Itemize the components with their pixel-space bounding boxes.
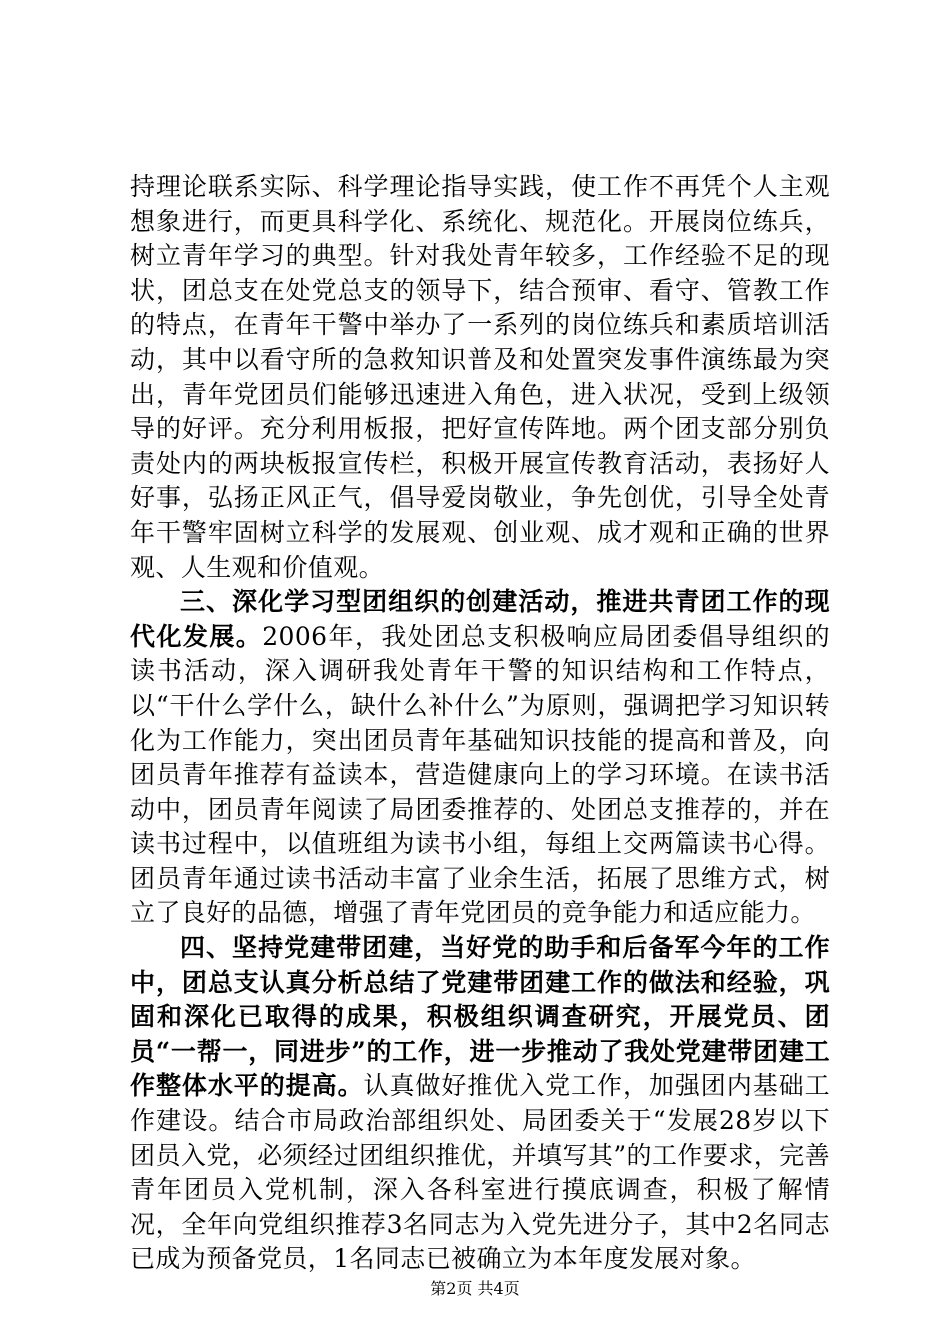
paragraph-1	[130, 170, 830, 585]
document-body	[130, 170, 830, 1277]
section-4-text: 认真做好推优入党工作，加强团内基础工作建设。结合市局政治部组织处、局团委关于“发展28岁以下团员入党，必须经过团组织推优，并填写其”的工作要求，完善青年团员入党机制，深入各科室进行摸底调查，积极了解情况，全年向党组织推荐3名同志为入党先进分子，其中2名同志已成为预备党员，1名同志已被确立为本年度发展对象。	[130, 1071, 830, 1274]
paragraph-2	[130, 585, 830, 931]
paragraph-1-text: 持理论联系实际、科学理论指导实践，使工作不再凭个人主观想象进行，而更具科学化、系统化、规范化。开展岗位练兵，树立青年学习的典型。针对我处青年较多，工作经验不足的现状，团总支在处党总支的领导下，结合预审、看守、管教工作的特点，在青年干警中举办了一系列的岗位练兵和素质培训活动，其中以看守所的急救知识普及和处置突发事件演练最为突出，青年党团员们能够迅速进入角色，进入状况，受到上级领导的好评。充分利用板报，把好宣传阵地。两个团支部分别负责处内的两块板报宣传栏，积极开展宣传教育活动，表扬好人好事，弘扬正风正气，倡导爱岗敬业，争先创优，引导全处青年干警牢固树立科学的发展观、创业观、成才观和正确的世界观、人生观和价值观。	[130, 172, 830, 582]
section-3-heading: 三、深化学习型团组织的创建活动，推进共青团工作的现代化发展。	[130, 587, 830, 651]
section-4-heading: 四、坚持党建带团建，当好党的助手和后备军今年的工作中，团总支认真分析总结了党建带团建工作的做法和经验，巩固和深化已取得的成果，积极组织调查研究，开展党员、团员“一帮一，同进步”的工作，进一步推动了我处党建带团建工作整体水平的提高。	[130, 933, 830, 1101]
paragraph-3	[130, 931, 830, 1277]
section-3-text: 2006年，我处团总支积极响应局团委倡导组织的读书活动，深入调研我处青年干警的知识结构和工作特点，以“干什么学什么，缺什么补什么”为原则，强调把学习知识转化为工作能力，突出团员青年基础知识技能的提高和普及，向团员青年推荐有益读本，营造健康向上的学习环境。在读书活动中，团员青年阅读了局团委推荐的、处团总支推荐的，并在读书过程中，以值班组为读书小组，每组上交两篇读书心得。团员青年通过读书活动丰富了业余生活，拓展了思维方式，树立了良好的品德，增强了青年党团员的竞争能力和适应能力。	[130, 621, 830, 928]
page-number-footer: 第2页 共4页	[430, 1279, 520, 1298]
